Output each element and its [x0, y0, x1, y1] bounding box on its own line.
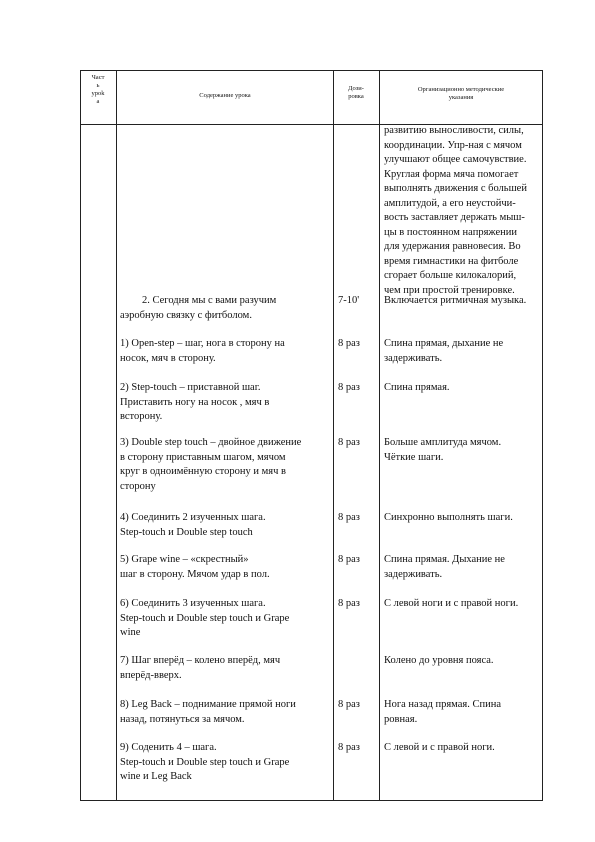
table-bottom-border [80, 800, 543, 801]
header-notes: Организационно методические указания [417, 86, 505, 101]
row-duration: 8 раз [338, 598, 360, 609]
row-notes: Спина прямая, дыхание не задерживать. [384, 338, 504, 364]
header-content: Содержание урока [199, 92, 251, 99]
row-content: 8) Leg Back – поднимание прямой ноги назад, потянуться за мячом. [120, 699, 296, 725]
row-content: 9) Соденить 4 – шага. Step-touch и Double step touch и Grape wine и Leg Back [120, 742, 290, 782]
table-top-border [80, 70, 543, 71]
row-duration: 8 раз [338, 437, 360, 448]
col-border-duration [379, 70, 380, 801]
row-content: 6) Соединить 3 изученных шага. Step-touch и Double step touch и Grape wine [120, 598, 290, 638]
col-border-left [80, 70, 81, 801]
row-content: 2. Сегодня мы с вами разучим аэробную связку с фитболом. [120, 295, 277, 321]
row-duration: 8 раз [338, 382, 360, 393]
header-duration: Дози- ровка [348, 85, 364, 100]
intro-notes: развитию выносливости, силы, координации. Упр-ная с мячом улучшают общее самочувствие. Круглая форма мяча помогает выполнять движения с большей амплитудой, а его неустойчи- вость заставляет держать мыш- цы в постоянном напряжении для удержания равновесия. Во время гимнастики на фитболе сгорает больше килокалорий, чем при простой тренировке. [384, 125, 527, 296]
row-duration: 8 раз [338, 512, 360, 523]
row-content: 7) Шаг вперёд – колено вперёд, мяч вперёд-вверх. [120, 655, 281, 681]
col-border-part [116, 70, 117, 801]
row-duration: 8 раз [338, 554, 360, 565]
row-content: 4) Соединить 2 изученных шага. Step-touch и Double step touch [120, 512, 266, 538]
row-duration: 8 раз [338, 742, 360, 753]
row-notes: Больше амплитуда мячом. Чёткие шаги. [384, 437, 502, 463]
row-notes: Нога назад прямая. Спина ровная. [384, 699, 502, 725]
row-notes: С левой и с правой ноги. [384, 742, 495, 753]
row-content: 2) Step-touch – приставной шаг. Приставить ногу на носок , мяч в всторону. [120, 382, 270, 422]
row-notes: Колено до уровня пояса. [384, 655, 494, 666]
col-border-right [542, 70, 543, 801]
row-notes: Спина прямая. Дыхание не задерживать. [384, 554, 505, 580]
row-notes: Синхронно выполнять шаги. [384, 512, 513, 523]
row-content: 3) Double step touch – двойное движение в сторону приставным шагом, мячом круг в одноимённую сторону и мяч в сторону [120, 437, 302, 492]
header-part: Част ь уроk а [91, 74, 105, 105]
row-duration: 7-10' [338, 295, 360, 306]
col-border-content [333, 70, 334, 801]
row-duration: 8 раз [338, 338, 360, 349]
row-notes: С левой ноги и с правой ноги. [384, 598, 519, 609]
row-notes: Спина прямая. [384, 382, 450, 393]
row-content: 1) Open-step – шаг, нога в сторону на носок, мяч в сторону. [120, 338, 285, 364]
row-duration: 8 раз [338, 699, 360, 710]
row-content: 5) Grape wine – «скрестный» шаг в сторону. Мячом удар в пол. [120, 554, 270, 580]
lesson-table [80, 70, 543, 801]
row-notes: Включается ритмичная музыка. [384, 295, 527, 306]
